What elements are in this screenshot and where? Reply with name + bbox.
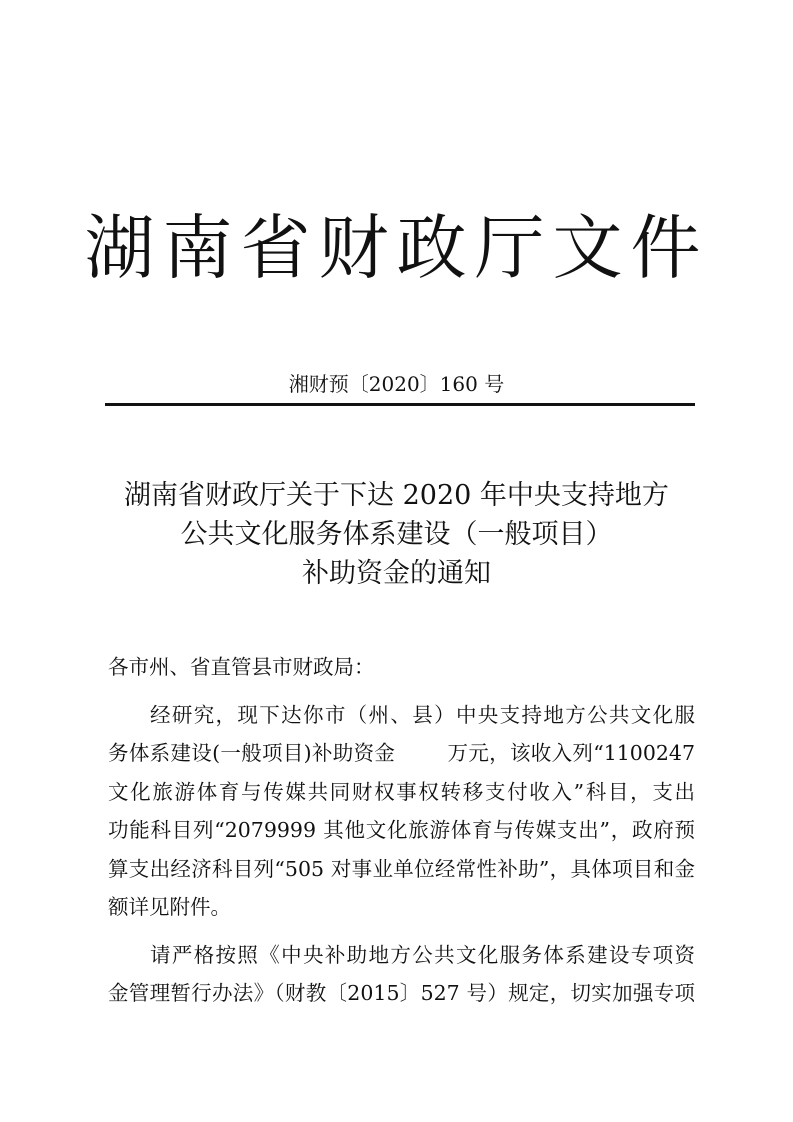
paragraph-1-line-2 xyxy=(108,734,695,773)
notice-title-line-1: 湖南省财政厅关于下达 2020 年中央支持地方 xyxy=(124,480,669,511)
paragraph-1-line-3: 文化旅游体育与传媒共同财权事权转移支付收入”科目，支出 xyxy=(108,779,695,804)
document-number: 湘财预〔2020〕160 号 xyxy=(288,372,505,396)
paragraph-2-line-1: 请严格按照《中央补助地方公共文化服务体系建设专项资 xyxy=(150,942,695,967)
paragraph-2-line-2: 金管理暂行办法》（财教〔2015〕527 号）规定，切实加强专项 xyxy=(108,981,695,1005)
notice-title-line-3: 补助资金的通知 xyxy=(302,558,491,589)
paragraph-1-line-2-b: 万元，该收入列“1100247 xyxy=(447,741,695,765)
paragraph-1-line-4: 功能科目列“2079999 其他文化旅游体育与传媒支出”，政府预 xyxy=(108,818,695,842)
document-header-title: 湖南省财政厅文件 xyxy=(84,207,709,289)
notice-body xyxy=(108,648,695,1013)
header-divider xyxy=(105,403,695,406)
notice-title xyxy=(0,476,793,593)
paragraph-1-line-1: 经研究，现下达你市（州、县）中央支持地方公共文化服 xyxy=(150,702,695,727)
salutation: 各市州、省直管县市财政局： xyxy=(108,655,375,679)
paragraph-1-line-6: 额详见附件。 xyxy=(108,895,231,919)
notice-title-line-2: 公共文化服务体系建设（一般项目） xyxy=(180,519,613,550)
paragraph-1-line-5: 算支出经济科目列“505 对事业单位经常性补助”，具体项目和金 xyxy=(108,856,695,881)
paragraph-1-line-2-a: 务体系建设(一般项目)补助资金 xyxy=(108,741,396,765)
